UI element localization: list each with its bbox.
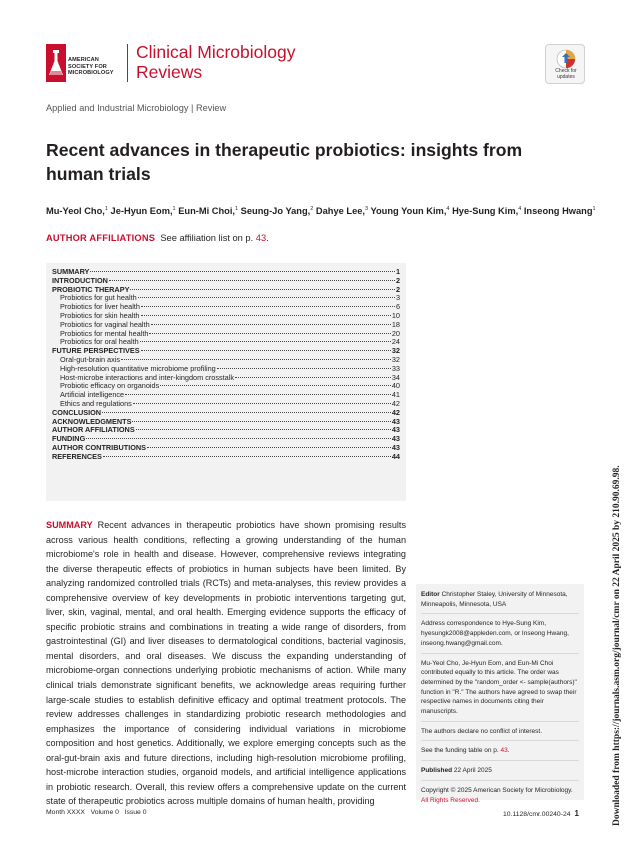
toc-entry-label: REFERENCES: [52, 451, 102, 461]
affiliations-end: .: [266, 233, 269, 243]
footer-doi: [503, 809, 579, 818]
author-affiliation-number: 2: [310, 206, 314, 212]
toc-entry-label: Probiotics for vaginal health: [60, 319, 150, 329]
toc-leader-dots: [136, 429, 391, 430]
toc-entry-page: 24: [391, 337, 400, 347]
toc-entry[interactable]: [52, 426, 400, 435]
toc-leader-dots: [121, 359, 391, 360]
toc-leader-dots: [130, 289, 395, 290]
toc-leader-dots: [132, 421, 390, 422]
toc-entry-label: Probiotics for liver health: [60, 302, 140, 312]
author-affiliation-number: 4: [446, 206, 450, 212]
author-name[interactable]: Hye-Sung Kim,: [452, 206, 519, 217]
conflict-statement: The authors declare no conflict of interest.: [421, 727, 579, 742]
toc-leader-dots: [160, 385, 391, 386]
author-name[interactable]: Dahye Lee,: [315, 206, 365, 217]
toc-entry-page: 42: [391, 398, 400, 408]
toc-entry-label: AUTHOR CONTRIBUTIONS: [52, 442, 147, 452]
toc-leader-dots: [217, 368, 391, 369]
toc-entry-page: 10: [391, 310, 400, 320]
toc-leader-dots: [125, 394, 391, 395]
category-separator: |: [188, 103, 196, 113]
published-date: [421, 766, 579, 781]
journal-title[interactable]: [136, 43, 296, 82]
editor-block: [421, 590, 579, 614]
toc-entry-page: 33: [391, 363, 400, 373]
copyright-text: Copyright © 2025 American Society for Microbiology.: [421, 786, 573, 794]
toc-leader-dots: [102, 412, 391, 413]
toc-entry-label: Probiotics for mental health: [60, 328, 149, 338]
toc-entry-page: 43: [391, 425, 400, 435]
toc-entry-label: High-resolution quantitative microbiome profiling: [60, 363, 216, 373]
funding-text: See the funding table on p.: [421, 747, 501, 755]
toc-entry-page: 40: [391, 381, 400, 391]
publisher-line: SOCIETY FOR: [68, 63, 107, 70]
summary-abstract: [46, 518, 406, 809]
toc-entry-page: 32: [391, 346, 400, 356]
toc-entry-label: CONCLUSION: [52, 407, 102, 417]
check-for-updates-button[interactable]: [545, 44, 585, 84]
toc-leader-dots: [149, 333, 390, 334]
correspondence-block: Address correspondence to Hye-Sung Kim, hyesungk2008@appleden.com, or Inseong Hwang, inseong.hwang@gmail.com.: [421, 619, 579, 653]
equal-contribution-note: Mu-Yeol Cho, Je-Hyun Eom, and Eun-Mi Choi contributed equally to this article. The order was determined by the "random_order <- sample(authors)" function in "R." The authors have agreed to swap their respective names in documents citing their manuscripts.: [421, 659, 579, 722]
editor-text: Christopher Staley, University of Minnesota, Minneapolis, Minnesota, USA: [421, 591, 568, 608]
toc-entry-page: 42: [391, 407, 400, 417]
toc-entry-label: Probiotics for gut health: [60, 293, 137, 303]
toc-leader-dots: [235, 377, 391, 378]
update-icon: [556, 49, 576, 69]
editor-label: Editor: [421, 591, 440, 598]
toc-entry[interactable]: [52, 400, 400, 409]
toc-entry-page: 2: [395, 284, 400, 294]
table-of-contents: [46, 263, 406, 501]
published-value: 22 April 2025: [453, 767, 492, 775]
toc-entry-label: Artificial intelligence: [60, 390, 125, 400]
author-affiliation-number: 4: [518, 206, 522, 212]
author-affiliation-number: 1: [104, 206, 108, 212]
affiliations-label: AUTHOR AFFILIATIONS: [46, 233, 156, 243]
author-name[interactable]: Mu-Yeol Cho,: [46, 206, 105, 217]
toc-entry-label: FUTURE PERSPECTIVES: [52, 346, 140, 356]
author-affiliation-number: 3: [365, 206, 369, 212]
toc-entry-page: 2: [395, 275, 400, 285]
doi-text[interactable]: 10.1128/cmr.00240-24: [503, 811, 571, 818]
asm-flask-icon: [46, 44, 66, 82]
author-affiliations: [46, 233, 269, 243]
check-for-updates-label: [546, 69, 586, 80]
toc-leader-dots: [109, 280, 395, 281]
toc-leader-dots: [86, 438, 391, 439]
funding-page-link[interactable]: 43: [500, 747, 508, 755]
article-category: [46, 103, 226, 113]
toc-entry-page: 1: [395, 267, 400, 276]
toc-entry[interactable]: [52, 444, 400, 453]
publisher-name: [68, 57, 114, 77]
affiliations-page-link[interactable]: 43: [255, 233, 267, 243]
toc-leader-dots: [103, 456, 391, 457]
toc-entry-page: 20: [391, 328, 400, 338]
toc-entry-label: INTRODUCTION: [52, 275, 108, 285]
author-affiliation-number: 1: [592, 206, 596, 212]
page-number: 1: [574, 809, 579, 818]
toc-leader-dots: [133, 403, 391, 404]
toc-leader-dots: [138, 297, 395, 298]
toc-entry-label: FUNDING: [52, 434, 86, 444]
publisher-line: AMERICAN: [68, 57, 99, 63]
author-affiliation-number: 1: [235, 206, 239, 212]
toc-entry-page: 44: [391, 451, 400, 461]
download-note: [600, 465, 622, 826]
toc-entry-label: ACKNOWLEDGMENTS: [52, 416, 132, 426]
toc-entry-label: Probiotics for oral health: [60, 337, 139, 347]
journal-title-line: Clinical Microbiology: [136, 42, 296, 62]
toc-leader-dots: [140, 341, 391, 342]
toc-entry-page: 3: [395, 293, 400, 303]
author-name[interactable]: Seung-Jo Yang,: [240, 206, 311, 217]
header-divider: [127, 44, 128, 82]
toc-entry-page: 43: [391, 442, 400, 452]
badge-line: updates: [557, 73, 575, 80]
author-name[interactable]: Young Youn Kim,: [370, 206, 447, 217]
toc-entry-page: 32: [391, 354, 400, 364]
toc-entry-page: 18: [391, 319, 400, 329]
author-name[interactable]: Je-Hyun Eom,: [110, 206, 173, 217]
toc-entry-page: 41: [391, 390, 400, 400]
summary-text: Recent advances in therapeutic probiotics have shown promising results across various health conditions, reflecting a growing understanding of the human microbiome's role in health and disease. However, comprehensive reviews integrating the diverse therapeutic effects of probiotics in human subjects have been limited. By analyzing randomized controlled trials (RCTs) and meta-analyses, this review provides a comprehensive overview of key developments in probiotic interventions targeting gut, liver, skin, vaginal, mental, and oral health. Emerging evidence supports the efficacy of specific probiotic strains and combinations in treating a wide range of disorders, from gastrointestinal (GI) and liver diseases to dermatological conditions, bacterial vaginosis, mental disorders, and oral diseases. We discuss the expanding understanding of microbiome-organ connections underlying probiotic mechanisms of action. While many clinical trials demonstrate significant benefits, we acknowledge areas requiring further large-scale studies to establish definitive efficacy and optimal treatment protocols. The review addresses challenges in standardizing probiotic research methodologies and emphasizes the importance of considering individual variations in microbiome composition and host genetics. Additionally, we explore emerging concepts such as the oral-gut-brain axis and future directions, including high-resolution microbiome profiling, host-microbe interaction studies, organoid models, and artificial intelligence applications in probiotic research. Overall, this review offers a comprehensive update on the current state of therapeutic probiotics across multiple domains of human health, providing: [46, 520, 406, 807]
toc-entry-label: Probiotics for skin health: [60, 310, 140, 320]
toc-leader-dots: [141, 350, 391, 351]
toc-leader-dots: [141, 315, 391, 316]
toc-entry-page: 34: [391, 372, 400, 382]
toc-entry-label: Probiotic efficacy on organoids: [60, 381, 160, 391]
category-name: Applied and Industrial Microbiology: [46, 103, 189, 113]
issue-info: Month XXXX Volume 0 Issue 0: [46, 809, 147, 816]
toc-entry-label: SUMMARY: [52, 267, 90, 276]
toc-entry-label: Host-microbe interactions and inter-kingdom crosstalk: [60, 372, 234, 382]
toc-entry-label: PROBIOTIC THERAPY: [52, 284, 130, 294]
download-note-text: Downloaded from https://journals.asm.org/journal/cmr on 22 April 2025 by 210.90.69.98.: [612, 465, 622, 826]
affiliations-text: See affiliation list on p.: [160, 233, 256, 243]
toc-leader-dots: [147, 447, 391, 448]
author-list: [46, 206, 596, 216]
paper-title: Recent advances in therapeutic probiotics: insights from human trials: [46, 140, 523, 184]
toc-entry-label: AUTHOR AFFILIATIONS: [52, 425, 135, 435]
author-name[interactable]: Inseong Hwang: [523, 206, 593, 217]
rights-link[interactable]: All Rights Reserved.: [421, 796, 480, 804]
toc-leader-dots: [141, 306, 395, 307]
badge-line: Check for: [555, 68, 577, 74]
author-name[interactable]: Eun-Mi Choi,: [178, 206, 236, 217]
toc-leader-dots: [90, 271, 395, 272]
article-info-sidebar: [416, 584, 584, 804]
journal-title-line: Reviews: [136, 61, 203, 82]
toc-entry[interactable]: [52, 453, 400, 462]
toc-entry-page: 43: [391, 434, 400, 444]
asm-logo: [46, 44, 122, 84]
summary-label: SUMMARY: [46, 520, 93, 530]
toc-entry-label: Ethics and regulations: [60, 398, 132, 408]
author-affiliation-number: 1: [172, 206, 176, 212]
published-label: Published: [421, 767, 453, 775]
funding-end: .: [507, 747, 510, 755]
toc-entry-page: 43: [391, 416, 400, 426]
publisher-line: MICROBIOLOGY: [68, 70, 114, 77]
article-type: Review: [196, 103, 227, 113]
toc-entry-page: 6: [395, 302, 400, 312]
toc-entry-label: Oral-gut-brain axis: [60, 354, 121, 364]
funding-note: [421, 746, 579, 761]
toc-leader-dots: [151, 324, 391, 325]
copyright-note: [421, 786, 579, 809]
